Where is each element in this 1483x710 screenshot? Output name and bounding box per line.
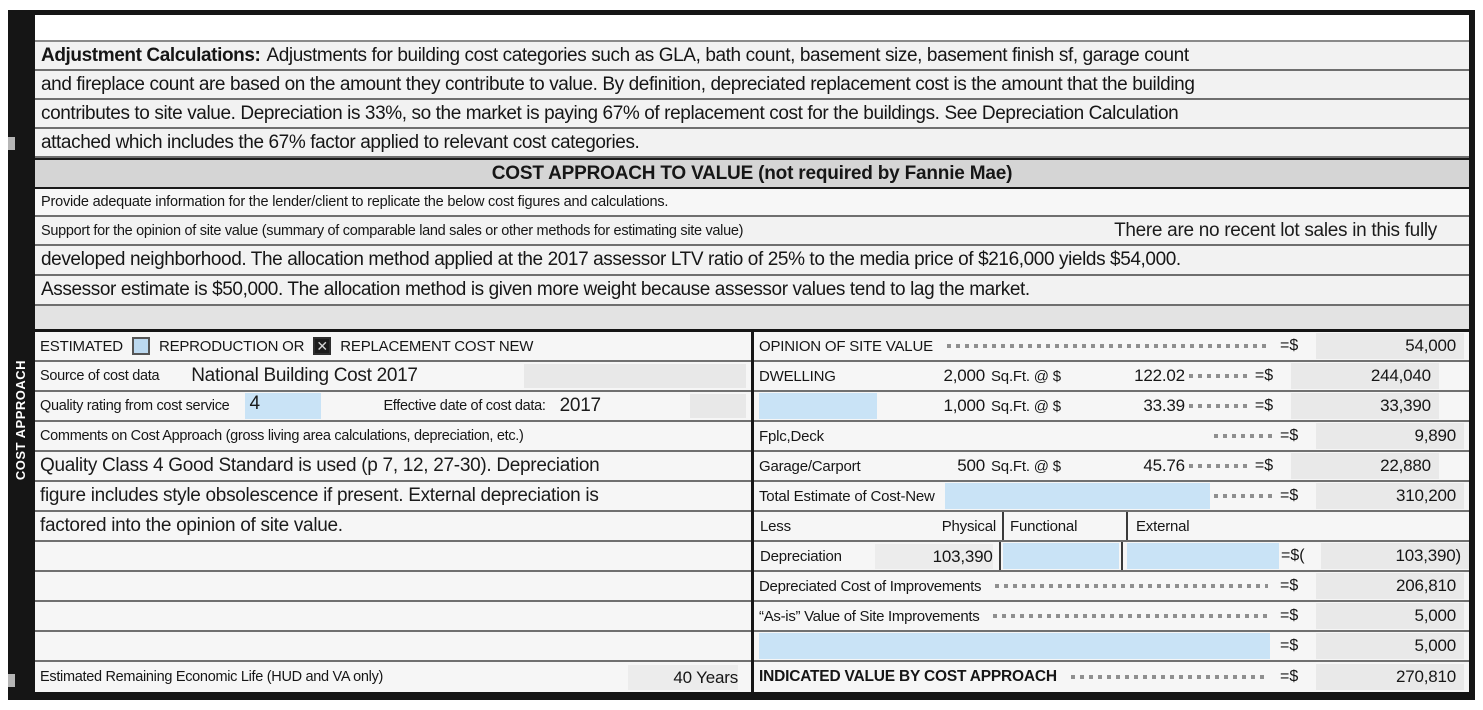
- reproduction-label: REPRODUCTION OR: [158, 337, 305, 355]
- opinion-of-site-value-label: OPINION OF SITE VALUE: [759, 337, 933, 355]
- site-value-support-entry-line2[interactable]: developed neighborhood. The allocation method applied at the 2017 assessor LTV ratio of 25% to the media price of $216,000 yields $54,000.: [35, 246, 1469, 276]
- effective-date-label: Effective date of cost data:: [383, 398, 546, 414]
- depreciated-cost-label: Depreciated Cost of Improvements: [759, 577, 982, 595]
- extra-cost-amount[interactable]: 5,000: [1316, 633, 1464, 659]
- leader-dots: [1071, 675, 1268, 679]
- garage-rate-field[interactable]: 45.76: [1143, 456, 1185, 475]
- replacement-checkbox[interactable]: [313, 337, 331, 355]
- fplc-deck-row: [754, 422, 1469, 452]
- effective-date-field[interactable]: 2017: [559, 395, 601, 416]
- less-physical-cell: [754, 512, 1004, 540]
- comments-line-5[interactable]: [35, 572, 751, 602]
- fplc-deck-label: Fplc,Deck: [759, 427, 824, 445]
- economic-life-row: [35, 662, 751, 692]
- adjustment-calculations-line3: contributes to site value. Depreciation is 33%, so the market is paying 67% of replacement cost for the buildings. See Depreciation Calculation: [35, 100, 1469, 129]
- equals-sign: =$: [1280, 577, 1299, 594]
- extra-cost-row: [754, 632, 1469, 662]
- depreciated-cost-row: [754, 572, 1469, 602]
- opinion-of-site-value-amount[interactable]: 54,000: [1316, 333, 1464, 359]
- source-of-cost-data-row: [35, 362, 751, 392]
- fplc-deck-amount[interactable]: 9,890: [1316, 423, 1464, 449]
- source-of-cost-data-extra-field[interactable]: [524, 364, 746, 388]
- effective-date-extra-field[interactable]: [690, 394, 746, 418]
- quality-rating-label: Quality rating from cost service: [40, 398, 230, 414]
- cost-approach-columns: [35, 332, 1469, 692]
- leader-dots: [1214, 494, 1274, 498]
- garage-carport-label: Garage/Carport: [759, 457, 861, 475]
- leader-dots: [947, 344, 1268, 348]
- leader-dots: [995, 584, 1268, 588]
- cost-approach-sidebar-label: COST APPROACH: [13, 359, 28, 481]
- functional-cell: [1004, 512, 1128, 540]
- dwelling-amount[interactable]: 244,040: [1291, 363, 1439, 389]
- total-cost-new-row: [754, 482, 1469, 512]
- functional-label: Functional: [1010, 517, 1078, 535]
- external-label: External: [1136, 517, 1190, 535]
- basement-amount[interactable]: 33,390: [1291, 393, 1439, 419]
- less-label: Less: [760, 517, 791, 535]
- replacement-label: REPLACEMENT COST NEW: [340, 337, 534, 355]
- equals-sign: =$: [1280, 607, 1299, 624]
- opinion-of-site-value-row: [754, 332, 1469, 362]
- physical-label: Physical: [941, 517, 996, 535]
- cost-data-column: [35, 332, 754, 692]
- total-cost-new-label: Total Estimate of Cost-New: [759, 487, 935, 505]
- leader-dots: [1189, 374, 1249, 378]
- physical-depreciation-field[interactable]: 103,390: [875, 544, 993, 569]
- equals-sign: =$: [1280, 337, 1299, 354]
- estimated-label: ESTIMATED: [40, 337, 123, 355]
- top-spacer-row: [35, 15, 1469, 42]
- indicated-value-amount[interactable]: 270,810: [1316, 664, 1464, 690]
- comments-line-1[interactable]: Quality Class 4 Good Standard is used (p 7, 12, 27-30). Depreciation: [35, 452, 751, 482]
- adjustment-calculations-title: Adjustment Calculations:: [41, 44, 261, 66]
- as-is-site-improvements-row: [754, 602, 1469, 632]
- comments-line-7[interactable]: [35, 632, 751, 662]
- quality-rating-row: [35, 392, 751, 422]
- economic-life-label: Estimated Remaining Economic Life (HUD and VA only): [40, 669, 384, 685]
- source-of-cost-data-field[interactable]: National Building Cost 2017: [191, 365, 418, 386]
- site-value-support-entry-line1[interactable]: There are no recent lot sales in this fully: [1114, 219, 1437, 241]
- equals-sign: =$: [1280, 427, 1299, 444]
- site-value-support-label: Support for the opinion of site value (summary of comparable land sales or other methods for estimating site value): [41, 222, 744, 239]
- leader-dots: [993, 614, 1268, 618]
- external-depreciation-cell: [1123, 542, 1469, 570]
- total-cost-new-amount[interactable]: 310,200: [1316, 483, 1464, 509]
- indicated-value-row: [754, 662, 1469, 692]
- comments-line-3[interactable]: factored into the opinion of site value.: [35, 512, 751, 542]
- comments-label-row: [35, 422, 751, 452]
- leader-dots: [1189, 464, 1249, 468]
- leader-dots: [1214, 434, 1274, 438]
- depreciation-label: Depreciation: [760, 547, 842, 565]
- adjustment-calculations-text: Adjustments for building cost categories such as GLA, bath count, basement size, basement finish sf, garage count: [266, 44, 1189, 66]
- depreciated-cost-amount[interactable]: 206,810: [1316, 573, 1464, 599]
- dwelling-unit-label: Sq.Ft. @ $: [991, 367, 1061, 385]
- reproduction-checkbox[interactable]: [132, 337, 150, 355]
- cost-approach-form: [8, 10, 1475, 700]
- dwelling-rate-field[interactable]: 122.02: [1134, 366, 1185, 385]
- sidebar-notch-top: [8, 137, 15, 150]
- dwelling-row: [754, 362, 1469, 392]
- basement-row: [754, 392, 1469, 422]
- total-cost-new-field[interactable]: [945, 483, 1210, 509]
- adjustment-calculations-line4: attached which includes the 67% factor applied to relevant cost categories.: [35, 129, 1469, 158]
- site-value-support-entry-line3[interactable]: Assessor estimate is $50,000. The allocation method is given more weight because assessor values tend to lag the market.: [35, 276, 1469, 306]
- source-of-cost-data-label: Source of cost data: [40, 368, 160, 384]
- quality-rating-field[interactable]: 4: [245, 393, 321, 419]
- sidebar-notch-bottom: [8, 674, 15, 687]
- provide-instruction: Provide adequate information for the lender/client to replicate the below cost figures and calculations.: [35, 189, 1469, 217]
- as-is-site-improvements-label: “As-is” Value of Site Improvements: [759, 607, 980, 625]
- equals-sign: =$: [1254, 367, 1274, 384]
- as-is-site-improvements-amount[interactable]: 5,000: [1316, 603, 1464, 629]
- section-header: COST APPROACH TO VALUE (not required by Fannie Mae): [35, 158, 1469, 189]
- functional-depreciation-field[interactable]: [1003, 543, 1119, 569]
- depreciation-row: [754, 542, 1469, 572]
- adjustment-calculations-line2: and fireplace count are based on the amount they contribute to value. By definition, depreciated replacement cost is the amount that the building: [35, 71, 1469, 100]
- dwelling-sqft-field[interactable]: 2,000: [943, 366, 985, 385]
- external-depreciation-field[interactable]: [1127, 543, 1279, 569]
- comments-line-4[interactable]: [35, 542, 751, 572]
- cost-figures-column: [754, 332, 1469, 692]
- garage-unit-label: Sq.Ft. @ $: [991, 457, 1061, 475]
- equals-sign: =$: [1280, 487, 1299, 504]
- comments-label: Comments on Cost Approach (gross living area calculations, depreciation, etc.): [40, 428, 524, 444]
- garage-amount[interactable]: 22,880: [1291, 453, 1439, 479]
- extra-cost-field[interactable]: [759, 633, 1270, 659]
- equals-sign: =$(: [1281, 547, 1305, 564]
- depreciation-amount[interactable]: 103,390): [1321, 543, 1469, 569]
- basement-unit-label: Sq.Ft. @ $: [991, 397, 1061, 415]
- garage-sqft-field[interactable]: 500: [957, 456, 985, 475]
- equals-sign: =$: [1280, 668, 1299, 685]
- site-value-support-row: [35, 217, 1469, 246]
- garage-carport-row: [754, 452, 1469, 482]
- estimated-cost-row: [35, 332, 751, 362]
- equals-sign: =$: [1280, 637, 1299, 654]
- depreciation-header-row: [754, 512, 1469, 542]
- dwelling-label: DWELLING: [759, 367, 836, 385]
- comments-line-2[interactable]: figure includes style obsolescence if present. External depreciation is: [35, 482, 751, 512]
- external-cell: [1128, 512, 1469, 540]
- basement-sqft-field[interactable]: 1,000: [943, 396, 985, 415]
- functional-depreciation-cell: [1001, 542, 1123, 570]
- leader-dots: [1189, 404, 1249, 408]
- basement-label-field[interactable]: [759, 393, 877, 419]
- section-gap: [35, 306, 1469, 332]
- physical-depreciation-cell: [754, 542, 1001, 570]
- economic-life-field[interactable]: 40 Years: [628, 665, 738, 690]
- equals-sign: =$: [1254, 397, 1274, 414]
- equals-sign: =$: [1254, 457, 1274, 474]
- adjustment-calculations-line1: [35, 42, 1469, 71]
- indicated-value-label: INDICATED VALUE BY COST APPROACH: [759, 668, 1057, 685]
- comments-line-6[interactable]: [35, 602, 751, 632]
- basement-rate-field[interactable]: 33.39: [1143, 396, 1185, 415]
